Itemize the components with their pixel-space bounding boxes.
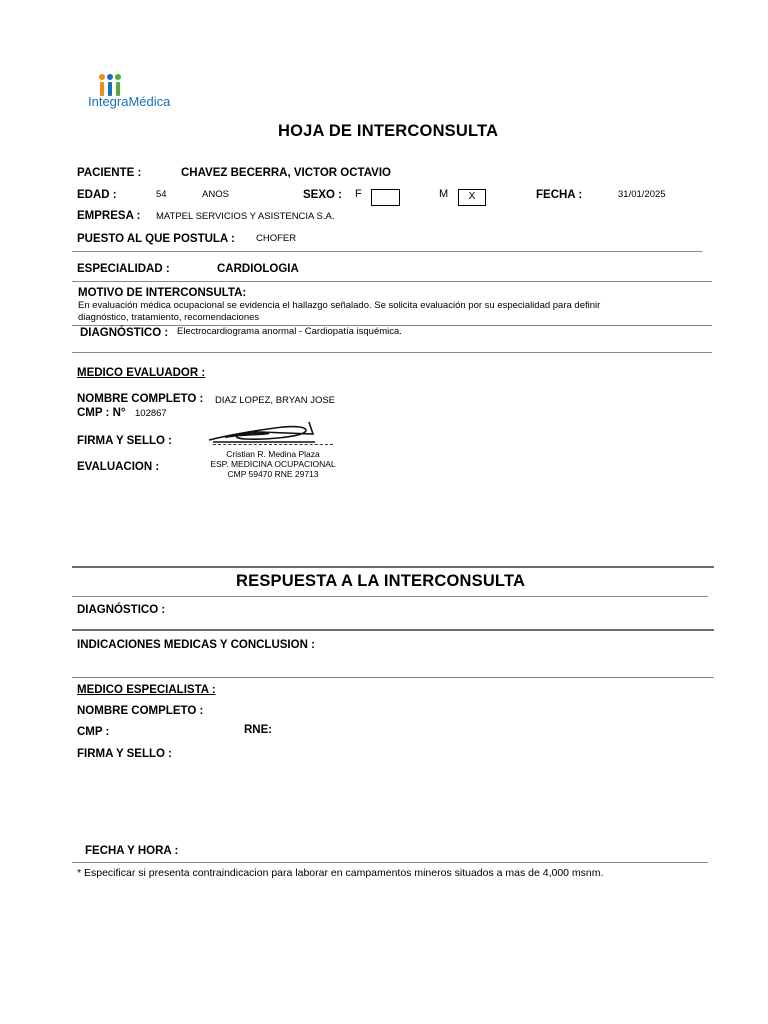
evaluator-cmp-label: CMP : N°: [77, 407, 126, 419]
logo-brand-text: IntegraMédica: [88, 94, 171, 109]
date-label: FECHA :: [536, 189, 583, 201]
response-indications-label: INDICACIONES MEDICAS Y CONCLUSION :: [77, 639, 315, 651]
evaluator-name: DIAZ LOPEZ, BRYAN JOSE: [215, 395, 336, 406]
date-value: 31/01/2025: [618, 189, 666, 200]
response-title: RESPUESTA A LA INTERCONSULTA: [236, 572, 526, 590]
integramedica-logo: [86, 72, 196, 112]
stamp-line2: ESP. MEDICINA OCUPACIONAL: [210, 459, 336, 469]
evaluator-cmp: 102867: [135, 408, 167, 419]
patient-name: CHAVEZ BECERRA, VICTOR OCTAVIO: [181, 167, 391, 179]
footnote: * Especificar si presenta contraindicacion para laborar en campamentos mineros situados a mas de 4,000 msnm.: [77, 867, 604, 879]
signature-line: [213, 444, 333, 445]
specialist-cmp-label: CMP :: [77, 726, 110, 738]
divider-4: [72, 352, 712, 353]
signature-image: [205, 418, 325, 446]
stamp-line3: CMP 59470 RNE 29713: [227, 469, 319, 479]
patient-label: PACIENTE :: [77, 167, 142, 179]
divider-5: [72, 566, 714, 568]
divider-8: [72, 677, 714, 678]
evaluator-section-label: MEDICO EVALUADOR :: [77, 367, 206, 379]
sex-m-label: M: [439, 188, 449, 200]
divider-7: [72, 629, 714, 631]
divider-6: [72, 596, 708, 597]
age-unit: ANOS: [202, 189, 229, 200]
specialty-value: CARDIOLOGIA: [217, 263, 299, 275]
position-value: CHOFER: [256, 233, 297, 244]
specialist-rne-label: RNE:: [244, 724, 273, 736]
company-value: MATPEL SERVICIOS Y ASISTENCIA S.A.: [156, 211, 335, 222]
evaluator-signature-label: FIRMA Y SELLO :: [77, 435, 172, 447]
evaluator-name-label: NOMBRE COMPLETO :: [77, 393, 204, 405]
specialist-name-label: NOMBRE COMPLETO :: [77, 705, 204, 717]
sex-label: SEXO :: [303, 189, 342, 201]
diagnosis-value: Electrocardiograma anormal - Cardiopatía isquémica.: [177, 326, 402, 337]
divider-2: [72, 281, 712, 282]
evaluator-evaluation-label: EVALUACION :: [77, 461, 160, 473]
reason-text-line2: diagnóstico, tratamiento, recomendaciones: [78, 312, 260, 323]
position-label: PUESTO AL QUE POSTULA :: [77, 233, 235, 245]
response-diagnosis-label: DIAGNÓSTICO :: [77, 604, 166, 616]
age-label: EDAD :: [77, 189, 117, 201]
page-title: HOJA DE INTERCONSULTA: [278, 122, 499, 140]
sex-m-checkbox[interactable]: X: [458, 189, 486, 206]
specialist-section-label: MEDICO ESPECIALISTA :: [77, 684, 216, 696]
specialist-signature-label: FIRMA Y SELLO :: [77, 748, 172, 760]
divider-9: [72, 862, 708, 863]
diagnosis-label: DIAGNÓSTICO :: [80, 327, 169, 339]
reason-text-line1: En evaluación médica ocupacional se evidencia el hallazgo señalado. Se solicita evaluación por su especialidad para definir: [78, 300, 601, 311]
specialty-label: ESPECIALIDAD :: [77, 263, 170, 275]
divider-1: [72, 251, 702, 252]
reason-label: MOTIVO DE INTERCONSULTA:: [78, 287, 247, 299]
datetime-label: FECHA Y HORA :: [85, 845, 179, 857]
stamp-line1: Cristian R. Medina Plaza: [226, 449, 320, 459]
company-label: EMPRESA :: [77, 210, 141, 222]
sex-f-label: F: [355, 188, 362, 200]
stamp-text: [200, 449, 346, 479]
sex-f-checkbox[interactable]: [371, 189, 400, 206]
age-value: 54: [156, 189, 167, 200]
